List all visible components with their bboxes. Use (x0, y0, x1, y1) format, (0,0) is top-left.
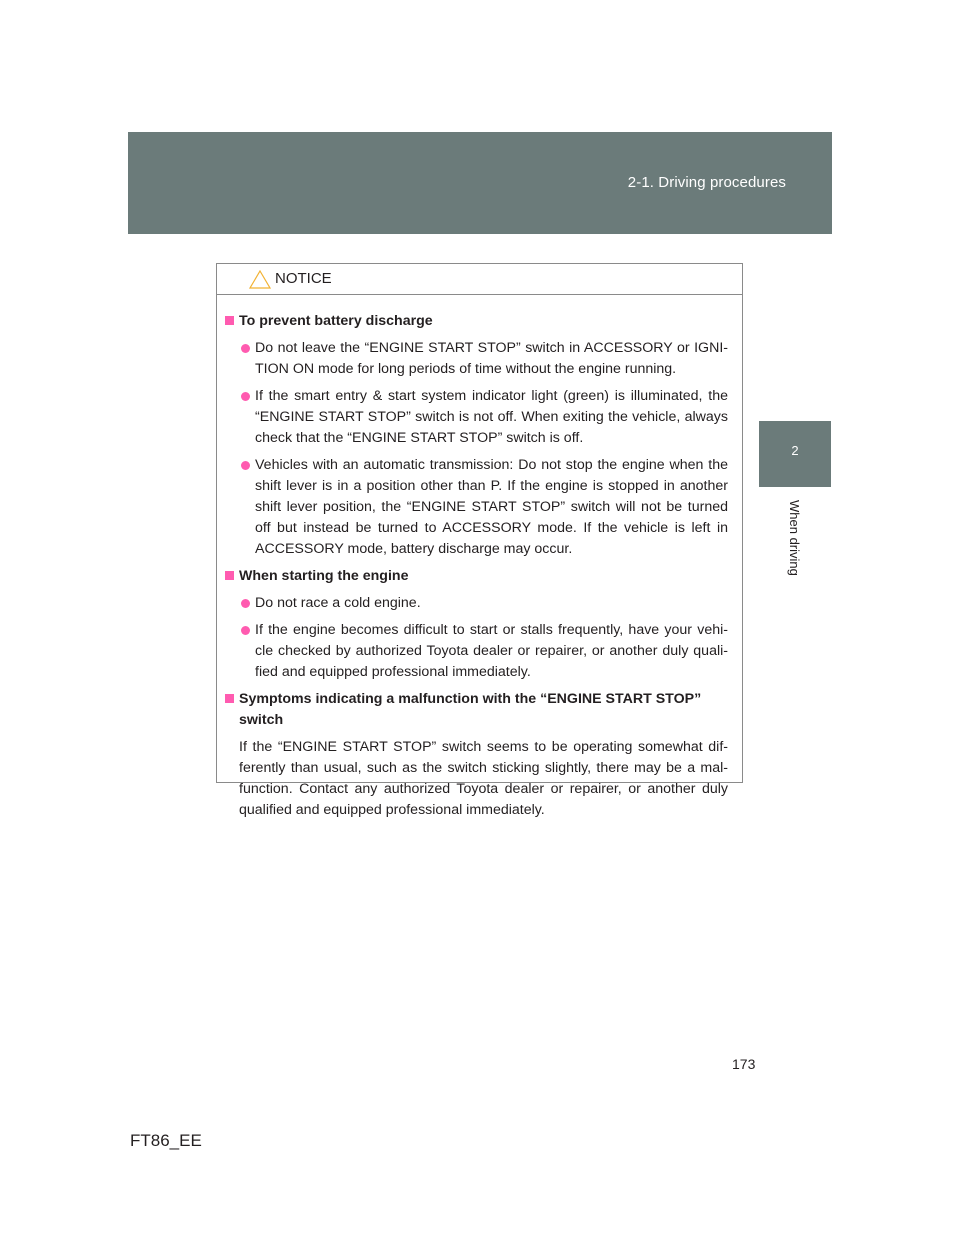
round-bullet-icon (241, 461, 250, 470)
chapter-tab (759, 421, 831, 487)
square-bullet-icon (225, 316, 234, 325)
round-bullet-icon (241, 344, 250, 353)
warning-triangle-icon (249, 270, 271, 289)
list-item-text: If the smart entry & start system indicator light (green) is illuminated, the “ENGINE START STOP” switch is not off. When exiting the vehicle, always check that the “ENGINE START STOP” switch is off. (255, 388, 728, 446)
list-item (223, 593, 728, 614)
page-number: 173 (732, 1056, 756, 1072)
section-title: 2-1. Driving procedures (627, 174, 786, 191)
document-code: FT86_EE (130, 1131, 202, 1150)
notice-section-battery (223, 311, 728, 560)
square-bullet-icon (225, 571, 234, 580)
list-item-text: Vehicles with an automatic transmission: Do not stop the engine when the shift lever is in a position other than P. If the engine is stopped in another shift lever position, the “ENGINE START STOP” switch will not be turned off but instead be turned to ACCESSORY mode. If the vehicle is left in ACCESSORY mode, battery discharge may occur. (255, 457, 728, 557)
round-bullet-icon (241, 626, 250, 635)
notice-title: NOTICE (275, 270, 332, 287)
chapter-label: When driving (787, 500, 802, 576)
list-item (223, 386, 728, 449)
notice-header (217, 264, 742, 295)
section-heading (223, 311, 728, 332)
list-item-text: Do not leave the “ENGINE START STOP” switch in ACCESSORY or IGNI-TION ON mode for long periods of time without the engine running. (255, 340, 728, 377)
section-heading-text: When starting the engine (239, 568, 409, 584)
chapter-label-wrap (786, 500, 802, 600)
notice-body (217, 295, 742, 821)
section-heading-text: To prevent battery discharge (239, 313, 433, 329)
chapter-number: 2 (791, 443, 799, 458)
section-heading (223, 566, 728, 587)
round-bullet-icon (241, 599, 250, 608)
section-heading-text: Symptoms indicating a malfunction with the “ENGINE START STOP” switch (239, 691, 702, 728)
notice-box (216, 263, 743, 818)
list-item (223, 338, 728, 380)
list-item (223, 455, 728, 560)
square-bullet-icon (225, 694, 234, 703)
round-bullet-icon (241, 392, 250, 401)
section-header-band (128, 132, 832, 234)
section-heading (223, 689, 728, 731)
list-item (223, 620, 728, 683)
notice-section-starting (223, 566, 728, 683)
section-paragraph: If the “ENGINE START STOP” switch seems to be operating somewhat dif-ferently than usual, such as the switch sticking slightly, there may be a mal-function. Contact any authorized Toyota dealer or repairer, or another duly qualified and equipped professional immediately. (239, 739, 728, 818)
list-item-text: Do not race a cold engine. (255, 595, 421, 611)
list-item-text: If the engine becomes difficult to start or stalls frequently, have your vehi-cle checked by authorized Toyota dealer or repairer, or another duly quali-fied and equipped professional immediately. (255, 622, 728, 680)
notice-section-malfunction (223, 689, 728, 821)
